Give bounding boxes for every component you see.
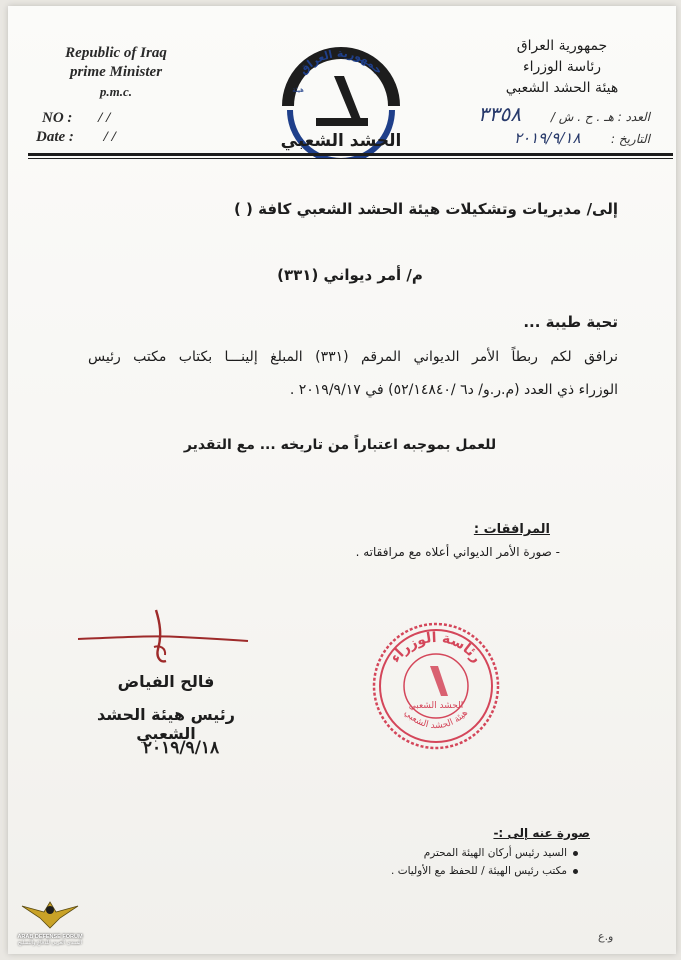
- english-header-abbrev: p.m.c.: [99, 84, 133, 99]
- english-header-office: prime Minister: [69, 64, 163, 80]
- recipient-line: إلى/ مديريات وتشكيلات هيئة الحشد الشعبي كافة ( ): [233, 200, 618, 218]
- english-date-row: [36, 129, 116, 146]
- subject-line: م/ أمر ديواني (٣٣١): [277, 266, 423, 284]
- signatory-title: رئيس هيئة الحشد الشعبي: [97, 705, 235, 743]
- english-header-country: Republic of Iraq: [65, 45, 167, 61]
- arabic-date-label: التاريخ :: [610, 132, 650, 146]
- arabic-number-label: العدد : هـ . ح . ش /: [550, 110, 650, 124]
- arabic-header-office: رئاسة الوزراء: [523, 59, 601, 75]
- english-number-slashes: / /: [98, 110, 111, 126]
- copies-item-text: السيد رئيس أركان الهيئة المحترم: [423, 847, 567, 859]
- official-stamp: [368, 618, 504, 754]
- english-number-row: [42, 110, 110, 127]
- pmf-logo: [276, 40, 406, 158]
- logo-side-text: هيئة: [292, 86, 304, 94]
- english-date-label: Date :: [36, 129, 74, 145]
- watermark-line-1: ARAB DEFENSE FORUM: [17, 934, 83, 940]
- arabic-number-value: ٣٣٥٨: [478, 102, 521, 126]
- svg-text:جمهورية العراق: [297, 47, 386, 77]
- paragraph-line-2: الوزراء ذي العدد (م.ر.و/ د٦ /٥٢/١٤٨٤٠) في ٢٠١٩/٩/١٧ .: [289, 382, 618, 398]
- watermark-line-2: المنتدى العربي للدفاع والتسليح: [17, 940, 83, 946]
- copies-item-text: مكتب رئيس الهيئة / للحفظ مع الأوليات .: [391, 865, 567, 877]
- bullet-icon: [573, 851, 578, 856]
- header-divider: [28, 153, 673, 156]
- english-number-label: NO :: [42, 110, 73, 126]
- english-date-slashes: / /: [103, 129, 116, 145]
- stamp-bottom-text: هيئة الحشد الشعبي: [401, 708, 471, 732]
- attachments-item: - صورة الأمر الديواني أعلاه مع مرافقاته .: [355, 545, 560, 559]
- footer-code: و.ع: [598, 930, 614, 943]
- header-divider-thin: [28, 158, 673, 159]
- logo-body-text: الحشد الشعبي: [280, 131, 402, 151]
- bullet-icon: [573, 869, 578, 874]
- list-item: [340, 844, 578, 862]
- copies-list: [340, 844, 578, 880]
- svg-text:هيئة الحشد الشعبي: [402, 708, 470, 731]
- copies-title: صورة عنه إلى :-: [493, 826, 590, 840]
- arabic-header-authority: هيئة الحشد الشعبي: [505, 80, 619, 96]
- logo-arc-text: جمهورية العراق: [296, 46, 386, 77]
- signature-scribble: [70, 605, 260, 675]
- list-item: [340, 862, 578, 880]
- english-header: [58, 44, 174, 101]
- stamp-inner-text: الحشد الشعبي: [408, 701, 464, 711]
- closing-line: للعمل بموجبه اعتباراً من تاريخه ... مع التقدير: [183, 437, 497, 453]
- paragraph-line-1: نرافق لكم ربطاً الأمر الديواني المرقم (٣٣١) المبلغ إلينـــا بكتاب مكتب رئيس: [88, 349, 618, 365]
- arabic-header: [476, 36, 648, 99]
- arabic-date-value: ٢٠١٩/٩/١٨: [514, 129, 581, 147]
- greeting: تحية طيبة ...: [523, 313, 618, 331]
- signatory-name: فالح الفياض: [117, 672, 215, 691]
- signature-date: ٢٠١٩/٩/١٨: [142, 738, 220, 758]
- attachments-title: المرافقات :: [473, 522, 550, 537]
- forum-watermark: [2, 896, 98, 956]
- stamp-ring-text: رئاسة الوزراء: [387, 629, 485, 666]
- eagle-icon: [20, 896, 80, 930]
- arabic-header-country: جمهورية العراق: [516, 38, 608, 54]
